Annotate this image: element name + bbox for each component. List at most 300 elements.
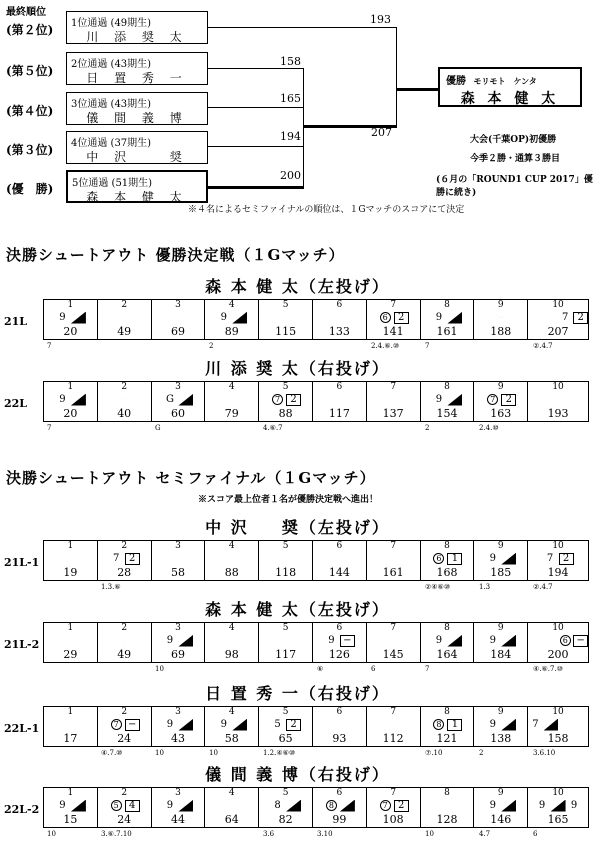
spare-mark <box>232 719 247 731</box>
frame <box>44 541 98 580</box>
frame <box>474 788 528 827</box>
ball-count <box>431 719 446 731</box>
frame <box>367 300 421 339</box>
strike-mark <box>217 800 247 812</box>
score-sheet <box>43 540 589 581</box>
frame-number: 6 <box>336 541 343 551</box>
strike-mark <box>109 635 139 647</box>
frame-total: 126 <box>328 648 350 661</box>
player-box <box>66 92 208 125</box>
frame <box>259 707 313 746</box>
frame-number: 4 <box>228 382 235 392</box>
player-name: 川 添 奨 太 <box>86 30 188 44</box>
frame-balls <box>98 552 151 565</box>
frame-balls <box>474 311 527 324</box>
ball-count: 2 <box>559 553 574 565</box>
strike-mark <box>55 553 85 565</box>
frame-total: 20 <box>63 407 78 420</box>
frame-balls <box>474 799 527 812</box>
frame-total: 164 <box>436 648 458 661</box>
frame <box>474 623 528 662</box>
strike-mark <box>432 800 462 812</box>
lane-label: 21L <box>4 315 28 328</box>
frame <box>421 541 475 580</box>
leave-note: 3.⑥.7.10 <box>101 830 132 838</box>
frame <box>98 300 152 339</box>
frame-total: 145 <box>382 648 404 661</box>
frame <box>313 382 367 421</box>
frame-total: 161 <box>382 566 404 579</box>
frame-balls <box>367 718 420 731</box>
rank-label: (第３位) <box>6 143 54 157</box>
leave-note: 10 <box>155 749 164 757</box>
frame <box>421 300 475 339</box>
frame-number: 6 <box>336 623 343 633</box>
frame-number: 3 <box>175 623 181 633</box>
round-score: 194 <box>280 130 301 143</box>
ball-count: 2 <box>125 553 140 565</box>
split-mark: 7 <box>272 394 283 405</box>
bowler-name: 日 置 秀 一（右投げ） <box>205 684 390 703</box>
frame-balls <box>313 552 366 565</box>
rank-label: (第４位) <box>6 104 54 118</box>
frame-total: 185 <box>490 566 512 579</box>
ball-count: 5 <box>274 718 281 730</box>
frame-balls <box>152 393 205 406</box>
leave-note: 10 <box>155 665 164 673</box>
strike-mark <box>528 635 557 647</box>
frame-total: 43 <box>170 732 185 745</box>
frame-total: 24 <box>117 813 132 826</box>
strike-mark <box>378 553 408 565</box>
frame <box>44 382 98 421</box>
frame-total: 115 <box>275 325 297 338</box>
frame-number: 5 <box>282 788 289 798</box>
frame <box>367 541 421 580</box>
frame-number: 4 <box>228 623 235 633</box>
frame-total: 165 <box>547 813 569 826</box>
frame <box>421 382 475 421</box>
leave-note: ⑦.10 <box>425 749 443 757</box>
frame-balls <box>44 718 97 731</box>
frame-number: 8 <box>444 707 450 717</box>
frame-total: 146 <box>490 813 512 826</box>
frame <box>152 623 206 662</box>
frame <box>474 382 528 421</box>
frame-number: 2 <box>121 382 128 392</box>
frame-balls <box>528 799 588 812</box>
leave-note: 7 <box>425 342 430 350</box>
player-box <box>66 11 208 44</box>
frame <box>421 707 475 746</box>
ball-count: 7 <box>546 552 554 564</box>
frame-number: 3 <box>175 541 181 551</box>
strike-mark <box>109 312 139 324</box>
leave-note: 4.7 <box>479 830 491 838</box>
frame <box>528 788 588 827</box>
frame-balls <box>44 311 97 324</box>
frame <box>44 788 98 827</box>
split-mark: 6 <box>433 553 444 564</box>
ball-count: 9 <box>435 393 443 405</box>
frame-total: 79 <box>224 407 239 420</box>
split-mark: 7 <box>380 800 391 811</box>
frame-balls <box>44 799 97 812</box>
frame <box>205 707 259 746</box>
ball-count: 9 <box>435 634 443 646</box>
frame-total: 137 <box>382 407 404 420</box>
frame-balls <box>421 311 474 324</box>
bracket-line <box>303 68 304 108</box>
bracket-line <box>396 27 397 125</box>
ball-count <box>431 553 446 565</box>
ball-count: 9 <box>166 634 174 646</box>
leave-note: 10 <box>47 830 56 838</box>
strike-mark <box>486 312 516 324</box>
frame-balls <box>528 311 588 324</box>
strike-mark <box>559 394 588 406</box>
frame <box>205 623 259 662</box>
strike-mark <box>163 553 193 565</box>
ball-count <box>485 394 500 406</box>
ball-count: 9 <box>59 311 66 323</box>
frame <box>259 788 313 827</box>
frame-number: 1 <box>67 788 74 798</box>
frame-total: 28 <box>117 566 132 579</box>
frame-total: 29 <box>63 648 78 661</box>
bracket-footnote: ※４名によるセミファイナルの順位は、１Gマッチのスコアにて決定 <box>188 205 465 215</box>
strike-mark <box>217 635 247 647</box>
frame-total: 158 <box>547 732 569 745</box>
frame-number: 2 <box>121 707 128 717</box>
bracket-line <box>208 107 304 108</box>
frame-balls <box>367 634 420 647</box>
leave-note: 7 <box>47 424 52 432</box>
split-mark: 8 <box>433 719 444 730</box>
frame-total: 49 <box>117 325 132 338</box>
frame-number: 3 <box>175 382 181 392</box>
ball-count <box>558 635 572 647</box>
ball-count: − <box>340 635 355 647</box>
strike-mark <box>55 635 85 647</box>
frame-balls <box>259 311 312 324</box>
note-1: 大会(千葉OP)初優勝 <box>470 135 557 145</box>
leave-note: ⑥ <box>317 665 324 673</box>
frame-balls <box>421 718 474 731</box>
bowler-name: 川 添 奨 太（右投げ） <box>205 359 390 378</box>
strike-mark <box>324 312 354 324</box>
frame-total: 121 <box>436 732 458 745</box>
frame-balls <box>421 552 474 565</box>
frame-total: 141 <box>382 325 404 338</box>
frame-total: 193 <box>547 407 569 420</box>
frame-total: 188 <box>490 325 512 338</box>
frame-balls <box>367 311 420 324</box>
frame-total: 200 <box>547 648 569 661</box>
frame-number: 10 <box>552 707 564 717</box>
frame-balls <box>528 718 588 731</box>
ball-count: 7 <box>113 552 120 564</box>
frame-balls <box>421 634 474 647</box>
leave-note: 2.4.⑩ <box>479 424 499 432</box>
frame-balls <box>205 393 258 406</box>
frame <box>313 541 367 580</box>
strike-mark <box>217 394 247 406</box>
strike-mark <box>271 553 301 565</box>
note-2: 今季２勝・通算３勝目 <box>470 154 561 164</box>
spare-mark <box>501 635 516 647</box>
ball-count <box>109 719 124 731</box>
ball-count: 2 <box>501 394 516 406</box>
frame <box>528 300 588 339</box>
leave-note: G <box>155 424 161 432</box>
results-title: 最終順位 <box>6 7 46 18</box>
frame-balls <box>313 311 366 324</box>
spare-mark <box>501 800 516 812</box>
frame-number: 10 <box>552 300 564 310</box>
spare-mark <box>551 800 566 812</box>
frame-number: 10 <box>552 382 564 392</box>
ball-count: 9 <box>328 634 335 646</box>
spare-mark <box>232 312 247 324</box>
ball-count <box>270 394 285 406</box>
frame <box>98 707 152 746</box>
split-mark: 6 <box>560 635 571 646</box>
strike-mark <box>559 719 588 731</box>
leave-note: 2 <box>479 749 484 757</box>
frame-balls <box>205 718 258 731</box>
lane-label: 21L-1 <box>4 556 40 569</box>
ball-count: 9 <box>489 552 496 564</box>
frame-balls <box>98 393 151 406</box>
frame-number: 10 <box>552 541 564 551</box>
frame-number: 7 <box>390 300 397 310</box>
ball-count: 9 <box>220 718 227 730</box>
frame-balls <box>313 718 366 731</box>
frame <box>259 300 313 339</box>
frame-total: 58 <box>170 566 185 579</box>
frame-balls <box>313 634 366 647</box>
spare-mark <box>340 800 355 812</box>
frame-total: 89 <box>224 325 239 338</box>
frame-total: 133 <box>328 325 350 338</box>
strike-mark <box>217 553 247 565</box>
frame-balls <box>313 393 366 406</box>
champion-box <box>438 67 582 107</box>
frame-balls <box>98 634 151 647</box>
frame <box>313 300 367 339</box>
ball-count: 9 <box>59 799 66 811</box>
seed-label: 2位通過 (43期生) <box>71 59 152 70</box>
frame-number: 2 <box>121 788 128 798</box>
player-name: 中 沢 奨 <box>86 150 188 164</box>
spare-mark <box>71 394 86 406</box>
frame-balls <box>205 552 258 565</box>
strike-mark <box>528 312 557 324</box>
final-heading: 決勝シュートアウト 優勝決定戦（１Gマッチ） <box>6 246 345 264</box>
ball-count: 1 <box>447 719 462 731</box>
frame-total: 24 <box>117 732 132 745</box>
strike-mark <box>324 394 354 406</box>
frame-balls <box>259 634 312 647</box>
lane-label: 22L-2 <box>4 803 40 816</box>
ball-count: 2 <box>286 394 301 406</box>
score-sheet <box>43 706 589 747</box>
frame-number: 8 <box>444 541 450 551</box>
frame <box>528 623 588 662</box>
frame <box>313 623 367 662</box>
rank-label: (第２位) <box>6 23 54 37</box>
strike-mark <box>163 312 193 324</box>
frame-total: 194 <box>547 566 569 579</box>
frame-number: 10 <box>552 788 564 798</box>
spare-mark <box>71 800 86 812</box>
strike-mark <box>271 635 301 647</box>
leave-note: 6 <box>533 830 538 838</box>
frame-number: 4 <box>228 788 235 798</box>
frame-total: 163 <box>490 407 512 420</box>
split-mark: 6 <box>380 312 391 323</box>
frame <box>313 788 367 827</box>
frame-number: 3 <box>175 707 181 717</box>
player-name: 森 本 健 太 <box>86 190 188 204</box>
leave-note: ④.7.⑩ <box>101 749 123 757</box>
leave-note: 1.3.⑥ <box>101 583 121 591</box>
frame-total: 108 <box>382 813 404 826</box>
frame-number: 9 <box>497 541 504 551</box>
seed-label: 3位通過 (43期生) <box>71 99 152 110</box>
lane-label: 21L-2 <box>4 638 40 651</box>
leave-note: 4.⑥.7 <box>263 424 283 432</box>
frame-balls <box>152 634 205 647</box>
spare-mark <box>447 394 462 406</box>
frame-number: 3 <box>175 788 181 798</box>
frame <box>367 623 421 662</box>
frame-number: 5 <box>282 300 289 310</box>
spare-mark <box>501 553 516 565</box>
frame <box>367 788 421 827</box>
frame <box>474 541 528 580</box>
frame-balls <box>44 393 97 406</box>
split-mark: 5 <box>111 800 122 811</box>
frame-balls <box>421 393 474 406</box>
frame-number: 6 <box>336 707 343 717</box>
spare-mark <box>544 719 558 731</box>
bowler-name: 儀 間 義 博（右投げ） <box>205 765 390 784</box>
score-sheet <box>43 381 589 422</box>
frame-total: 40 <box>117 407 132 420</box>
frame-total: 128 <box>436 813 458 826</box>
seed-label: 4位通過 (37期生) <box>71 138 152 149</box>
leave-note: 10 <box>425 830 434 838</box>
frame <box>98 382 152 421</box>
ball-count: 7 <box>562 311 569 323</box>
frame-total: 19 <box>63 566 78 579</box>
frame <box>152 541 206 580</box>
frame-total: 144 <box>328 566 350 579</box>
frame-total: 207 <box>547 325 569 338</box>
ball-count: 9 <box>570 799 578 811</box>
frame <box>152 382 206 421</box>
bracket-line <box>208 186 304 189</box>
frame <box>528 382 588 421</box>
frame <box>367 707 421 746</box>
frame-total: 44 <box>170 813 185 826</box>
player-box <box>66 52 208 85</box>
frame-balls <box>98 311 151 324</box>
bracket-line <box>208 27 396 28</box>
frame-number: 8 <box>444 788 450 798</box>
leave-note: ②④⑥⑩ <box>425 583 451 591</box>
frame-balls <box>205 799 258 812</box>
ball-count: 9 <box>166 799 174 811</box>
leave-note: 3.6.10 <box>533 749 556 757</box>
ball-count: − <box>573 635 588 647</box>
frame-number: 5 <box>282 623 289 633</box>
ball-count: − <box>125 719 140 731</box>
ball-count: 9 <box>489 799 496 811</box>
frame-number: 7 <box>390 788 397 798</box>
leave-note: 7 <box>425 665 430 673</box>
champion-kana: モリモト ケンタ <box>473 76 537 86</box>
frame-total: 58 <box>224 732 239 745</box>
leave-note: 2.4.⑥.⑩ <box>371 342 400 350</box>
frame-number: 9 <box>497 300 504 310</box>
bracket-line <box>396 88 438 91</box>
frame-number: 1 <box>67 300 74 310</box>
rank-label: (第５位) <box>6 64 54 78</box>
frame-balls <box>474 718 527 731</box>
seed-label: 5位通過 (51期生) <box>72 178 153 189</box>
bracket-line <box>208 68 304 69</box>
frame <box>98 788 152 827</box>
frame-balls <box>44 552 97 565</box>
ball-count: 2 <box>394 800 409 812</box>
ball-count: 2 <box>286 719 301 731</box>
frame-number: 4 <box>228 541 235 551</box>
player-name: 儀 間 義 博 <box>86 111 188 125</box>
strike-mark <box>378 635 408 647</box>
semi-subnote: ※スコア最上位者１名が優勝決定戦へ進出！ <box>198 495 379 505</box>
frame-number: 2 <box>121 541 128 551</box>
leave-note: 2 <box>209 342 214 350</box>
frame <box>528 541 588 580</box>
champion-name: 森 本 健 太 <box>460 91 560 107</box>
bracket-line <box>303 107 304 188</box>
frame-total: 60 <box>170 407 185 420</box>
frame-number: 1 <box>67 541 74 551</box>
frame-balls <box>152 799 205 812</box>
frame-total: 82 <box>278 813 293 826</box>
spare-mark <box>178 800 193 812</box>
bowler-name: 中 沢 奨（左投げ） <box>205 518 390 537</box>
frame <box>152 300 206 339</box>
frame-number: 4 <box>228 707 235 717</box>
strike-mark <box>528 394 557 406</box>
frame-total: 117 <box>275 648 297 661</box>
ball-count <box>109 800 124 812</box>
frame <box>259 382 313 421</box>
frame-balls <box>528 634 588 647</box>
frame <box>98 623 152 662</box>
leave-note: 1.3 <box>479 583 491 591</box>
frame-number: 4 <box>228 300 235 310</box>
ball-count: 9 <box>538 799 546 811</box>
strike-mark <box>109 394 139 406</box>
ball-count: 1 <box>447 553 462 565</box>
frame-total: 138 <box>490 732 512 745</box>
frame-number: 5 <box>282 541 289 551</box>
